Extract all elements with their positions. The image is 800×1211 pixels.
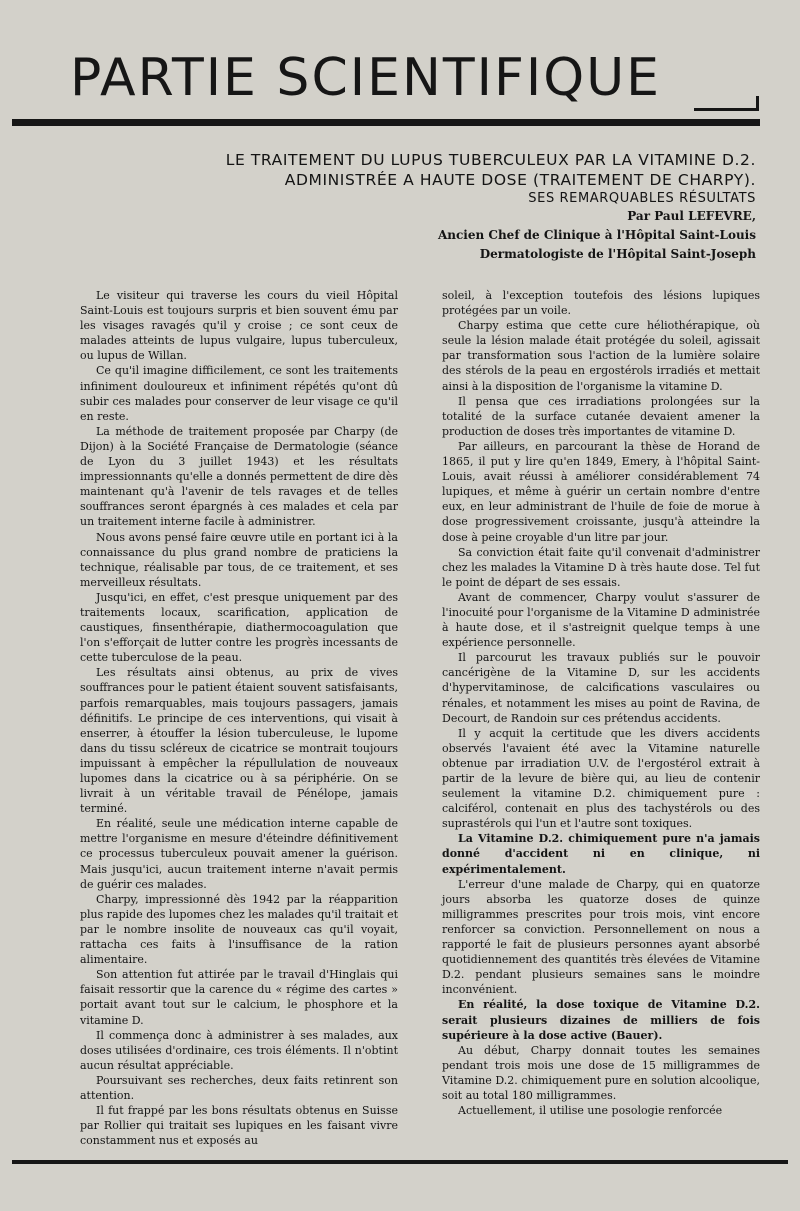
article-subtitle: SES REMARQUABLES RÉSULTATS bbox=[528, 191, 756, 206]
section-title: PARTIE SCIENTIFIQUE bbox=[70, 48, 662, 108]
paragraph: Il parcourut les travaux publiés sur le pouvoir cancérigène de la Vitamine D, sur les accidents d'hypervitaminose, de calcifications vasculaires ou rénales, et notamment les mises au point de Ravina, de Decourt, de Randoin sur ces prétendus accidents. bbox=[442, 651, 760, 725]
paragraph: Les résultats ainsi obtenus, au prix de vives souffrances pour le patient étaient souvent satisfaisants, parfois remarquables, mais toujours passagers, jamais définitifs. Le principe de ces interventions, qui visait à enserrer, à étouffer la lésion tuberculeuse, le lupome dans du tissu scléreux de cicatrice se montrait toujours impuissant à empêcher la répullulation de nouveaux lupomes dans la cicatrice ou à sa périphérie. On se livrait à un véritable travail de Pénélope, jamais terminé. bbox=[80, 666, 398, 816]
paragraph: Charpy, impressionné dès 1942 par la réapparition plus rapide des lupomes chez les malades qu'il traitait et par le nombre insolite de nouveaux cas qu'il voyait, rattacha ces faits à l'insuffisance de la ration alimentaire. bbox=[80, 892, 399, 967]
paragraph: En réalité, seule une médication interne capable de mettre l'organisme en mesure d'éteindre définitivement ce processus tuberculeux pouvait amener la guérison. Mais jusqu'ici, aucun traitement interne n'avait permis de guérir ces malades. bbox=[80, 817, 398, 891]
title-hook-rule bbox=[694, 96, 759, 111]
right-column bbox=[442, 288, 760, 1148]
bottom-rule bbox=[12, 1160, 788, 1164]
paragraph: Actuellement, il utilise une posologie renforcée bbox=[458, 1104, 723, 1118]
paragraph: La méthode de traitement proposée par Charpy (de Dijon) à la Société Française de Dermatologie (séance de Lyon du 3 juillet 1943) et les résultats impressionnants qu'elle a donnés permettent de dire dès maintenant qu'à l'avenir de tels ravages et de telles souffrances seront épargnés à ces malades et cela par un traitement interne facile à administrer. bbox=[80, 424, 398, 529]
author-role-2: Dermatologiste de l'Hôpital Saint-Joseph bbox=[479, 247, 756, 261]
top-rule bbox=[12, 119, 760, 126]
author-role-1: Ancien Chef de Clinique à l'Hôpital Saint-Louis bbox=[437, 228, 756, 242]
paragraph: Charpy estima que cette cure héliothérapique, où seule la lésion malade était protégée du soleil, agissait par transformation sous l'action de la lumière solaire des stérols de la peau en ergostérols irradiés et mettait ainsi à la disposition de l'organisme la vitamine D. bbox=[442, 319, 760, 393]
paragraph: Il commença donc à administrer à ses malades, aux doses utilisées d'ordinaire, ces trois éléments. Il n'obtint aucun résultat appréciable. bbox=[80, 1028, 398, 1072]
article-header bbox=[116, 150, 756, 264]
author-line: Par Paul LEFEVRE, bbox=[627, 209, 756, 223]
article-body bbox=[80, 288, 760, 1148]
paragraph: Avant de commencer, Charpy voulut s'assurer de l'inocuité pour l'organisme de la Vitamine D administrée à haute dose, et il s'astreignit quelque temps à une expérience personnelle. bbox=[442, 590, 760, 650]
paragraph: Nous avons pensé faire œuvre utile en portant ici à la connaissance du plus grand nombre de praticiens la technique, réalisable par tous, de ce traitement, et ses merveilleux résultats. bbox=[80, 530, 398, 589]
paragraph: La Vitamine D.2. chimiquement pure n'a jamais donné d'accident ni en clinique, ni expérimentalement. bbox=[442, 832, 760, 876]
paragraph: Jusqu'ici, en effet, c'est presque uniquement par des traitements locaux, scarification, application de caustiques, finsenthérapie, diathermocoagulation que l'on s'efforçait de lutter contre les progrès incessants de cette tuberculose de la peau. bbox=[80, 590, 398, 665]
paragraph: soleil, à l'exception toutefois des lésions lupiques protégées par un voile. bbox=[442, 289, 760, 318]
paragraph: Il pensa que ces irradiations prolongées sur la totalité de la surface cutanée devaient amener la production de doses très importantes de vitamine D. bbox=[442, 394, 760, 438]
left-column bbox=[80, 288, 398, 1148]
paragraph: Le visiteur qui traverse les cours du vieil Hôpital Saint-Louis est toujours surpris et bien souvent ému par les visages ravagés qu'il y croise ; ce sont ceux de malades atteints de lupus vulgaire, lupus tuberculeux, ou lupus de Willan. bbox=[80, 289, 398, 363]
paragraph: Il fut frappé par les bons résultats obtenus en Suisse par Rollier qui traitait ses lupiques en les faisant vivre constamment nus et exposés au bbox=[80, 1104, 398, 1148]
paragraph: Son attention fut attirée par le travail d'Hinglais qui faisait ressortir que la carence du « régime des cartes » portait avant tout sur le calcium, le phosphore et la vitamine D. bbox=[80, 968, 398, 1027]
paragraph: Il y acquit la certitude que les divers accidents observés l'avaient été avec la Vitamine naturelle obtenue par irradiation U.V. de l'ergostérol extrait à partir de la levure de bière qui, au lieu de contenir seulement la vitamine D.2. chimiquement pure : calciférol, contenait en plus des tachystérols ou des suprastérols qui l'un et l'autre sont toxiques. bbox=[442, 726, 760, 831]
paragraph: Sa conviction était faite qu'il convenait d'administrer chez les malades la Vitamine D à très haute dose. Tel fut le point de départ de ses essais. bbox=[442, 545, 760, 589]
article-title-line-1: LE TRAITEMENT DU LUPUS TUBERCULEUX PAR LA VITAMINE D.2. bbox=[225, 151, 756, 169]
paragraph: Au début, Charpy donnait toutes les semaines pendant trois mois une dose de 15 milligrammes de Vitamine D.2. chimiquement pure en solution alcoolique, soit au total 180 milligrammes. bbox=[442, 1043, 760, 1102]
paragraph: Poursuivant ses recherches, deux faits retinrent son attention. bbox=[80, 1073, 398, 1102]
paragraph: En réalité, la dose toxique de Vitamine D.2. serait plusieurs dizaines de milliers de fois supérieure à la dose active (Bauer). bbox=[442, 998, 760, 1042]
paragraph: Par ailleurs, en parcourant la thèse de Horand de 1865, il put y lire qu'en 1849, Emery, à l'hôpital Saint-Louis, avait réussi à améliorer considérablement 74 lupiques, et même à guérir un certain nombre d'entre eux, en leur administrant de l'huile de foie de morue à dose progressivement croissante, jusqu'à atteindre la dose à peine croyable d'un litre par jour. bbox=[442, 439, 760, 544]
paragraph: Ce qu'il imagine difficilement, ce sont les traitements infiniment douloureux et infiniment répétés qu'ont dû subir ces malades pour conserver de leur visage ce qu'il en reste. bbox=[80, 364, 398, 423]
article-title-line-2: ADMINISTRÉE A HAUTE DOSE (TRAITEMENT DE CHARPY). bbox=[284, 171, 756, 189]
paragraph: L'erreur d'une malade de Charpy, qui en quatorze jours absorba les quatorze doses de quinze milligrammes prescrites pour trois mois, vint encore renforcer sa conviction. Personnellement on nous a rapporté le fait de plusieurs personnes ayant absorbé quotidiennement des quantités très élevées de Vitamine D.2. pendant plusieurs semaines sans le moindre inconvénient. bbox=[442, 877, 760, 997]
